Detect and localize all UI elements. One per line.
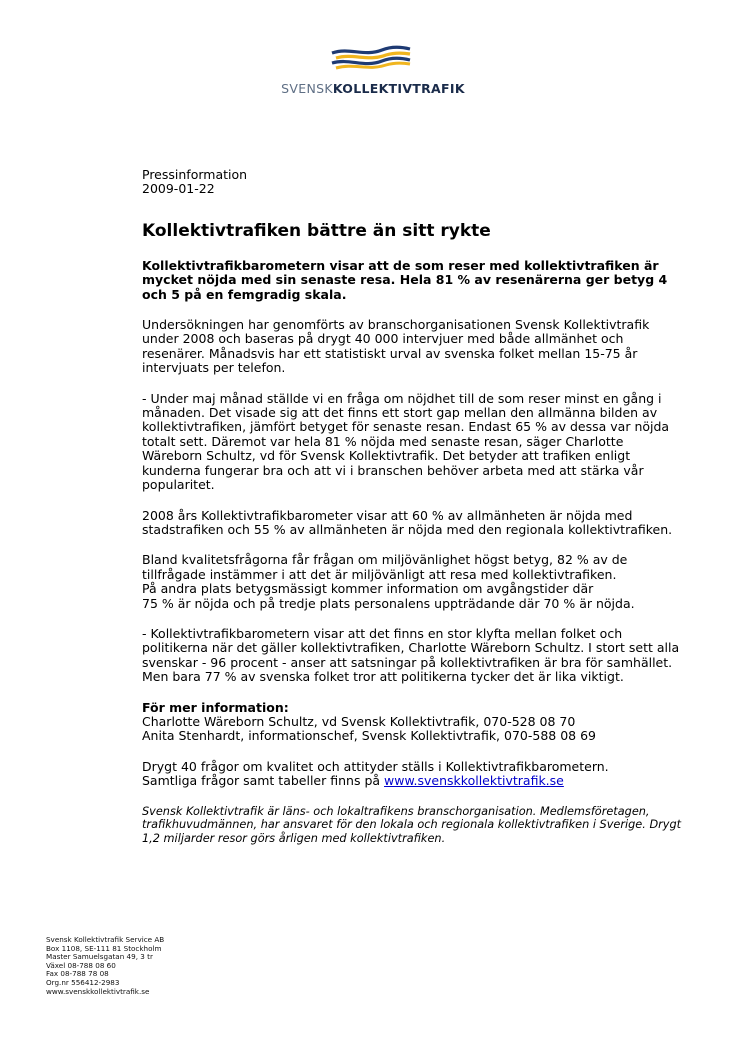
logo-text-bold: KOLLEKTIVTRAFIK	[332, 81, 465, 96]
footer-visit-address: Master Samuelsgatan 49, 3 tr	[46, 952, 153, 962]
press-header	[142, 168, 682, 197]
paragraph-5: - Kollektivtrafikbarometern visar att det finns en stor klyfta mellan folket och politikerna när det gäller kollektivtrafiken, Charlotte Wäreborn Schultz. I stort sett alla svenskar - 96 procent - anser att satsningar på kollektivtrafiken är bra för samhället. Men bara 77 % av svenska folket tror att politikerna tycker det är lika viktigt.	[142, 625, 680, 685]
contact-block	[142, 701, 682, 744]
logo-text-light: SVENSK	[281, 81, 333, 96]
paragraph-1: Undersökningen har genomförts av branschorganisationen Svensk Kollektivtrafik under 2008 och baseras på drygt 40 000 intervjuer med både allmänhet och resenärer. Månadsvis har ett statistiskt urval av svenska folket mellan 15-75 år intervjuats per telefon.	[142, 317, 650, 376]
more-info-line-1: Drygt 40 frågor om kvalitet och attityder ställs i Kollektivtrafikbarometern.	[142, 758, 609, 774]
logo-wordmark	[0, 81, 746, 96]
contact-line-1: Charlotte Wäreborn Schultz, vd Svensk Kollektivtrafik, 070-528 08 70	[142, 713, 576, 729]
press-release-body	[142, 168, 682, 845]
footer-company: Svensk Kollektivtrafik Service AB	[46, 935, 165, 944]
organisation-note: Svensk Kollektivtrafik är läns- och lokaltrafikens branschorganisation. Medlemsföretagen, trafikhuvudmännen, har ansvaret för den lokala och regionala kollektivtrafiken i Sverige. Drygt 1,2 miljarder resor görs årligen med kollektivtrafiken.	[142, 804, 682, 845]
svensk-kollektivtrafik-logo-icon	[330, 44, 412, 72]
more-info-block	[142, 760, 682, 789]
company-footer	[46, 936, 246, 996]
paragraph-4	[142, 553, 682, 611]
contact-line-2: Anita Stenhardt, informationschef, Svensk Kollektivtrafik, 070-588 08 69	[142, 728, 596, 744]
footer-web: www.svenskkollektivtrafik.se	[46, 986, 150, 996]
more-info-prefix: Samtliga frågor samt tabeller finns på	[142, 773, 385, 789]
press-label: Pressinformation	[142, 167, 248, 182]
footer-org-number: Org.nr 556412-2983	[46, 977, 120, 987]
lead-paragraph: Kollektivtrafikbarometern visar att de som reser med kollektivtrafiken är mycket nöjda med sin senaste resa. Hela 81 % av resenärerna ger betyg 4 och 5 på en femgradig skala.	[142, 257, 668, 302]
footer-phone: Växel 08-788 08 60	[46, 960, 116, 970]
footer-fax: Fax 08-788 78 08	[46, 969, 109, 979]
contact-heading: För mer information:	[142, 699, 289, 715]
paragraph-3: 2008 års Kollektivtrafikbarometer visar att 60 % av allmänheten är nöjda med stadstrafiken och 55 % av allmänheten är nöjda med den regionala kollektivtrafiken.	[142, 507, 673, 537]
footer-box: Box 1108, SE-111 81 Stockholm	[46, 943, 162, 953]
headline: Kollektivtrafiken bättre än sitt rykte	[142, 220, 491, 241]
paragraph-2: - Under maj månad ställde vi en fråga om nöjdhet till de som reser minst en gång i månaden. Det visade sig att det finns ett stort gap mellan den allmänna bilden av kollektivtrafiken, jämfört betyget för senaste resan. Endast 65 % av dessa var nöjda totalt sett. Däremot var hela 81 % nöjda med senaste resan, säger Charlotte Wäreborn Schultz, vd för Svensk Kollektivtrafik. Det betyder att trafiken enligt kunderna fungerar bra och att vi i branschen behöver arbeta med att stärka vår popularitet.	[142, 390, 670, 493]
paragraph-4-line-a: Bland kvalitetsfrågorna får frågan om miljövänlighet högst betyg, 82 % av de tillfrågade instämmer i att det är miljövänligt att resa med kollektivtrafiken.	[142, 552, 628, 582]
paragraph-4-line-c: 75 % är nöjda och på tredje plats personalens uppträdande där 70 % är nöjda.	[142, 595, 635, 611]
paragraph-4-line-b: På andra plats betygsmässigt kommer information om avgångstider där	[142, 581, 594, 597]
website-link[interactable]: www.svenskkollektivtrafik.se	[384, 773, 564, 789]
press-date: 2009-01-22	[142, 181, 215, 197]
